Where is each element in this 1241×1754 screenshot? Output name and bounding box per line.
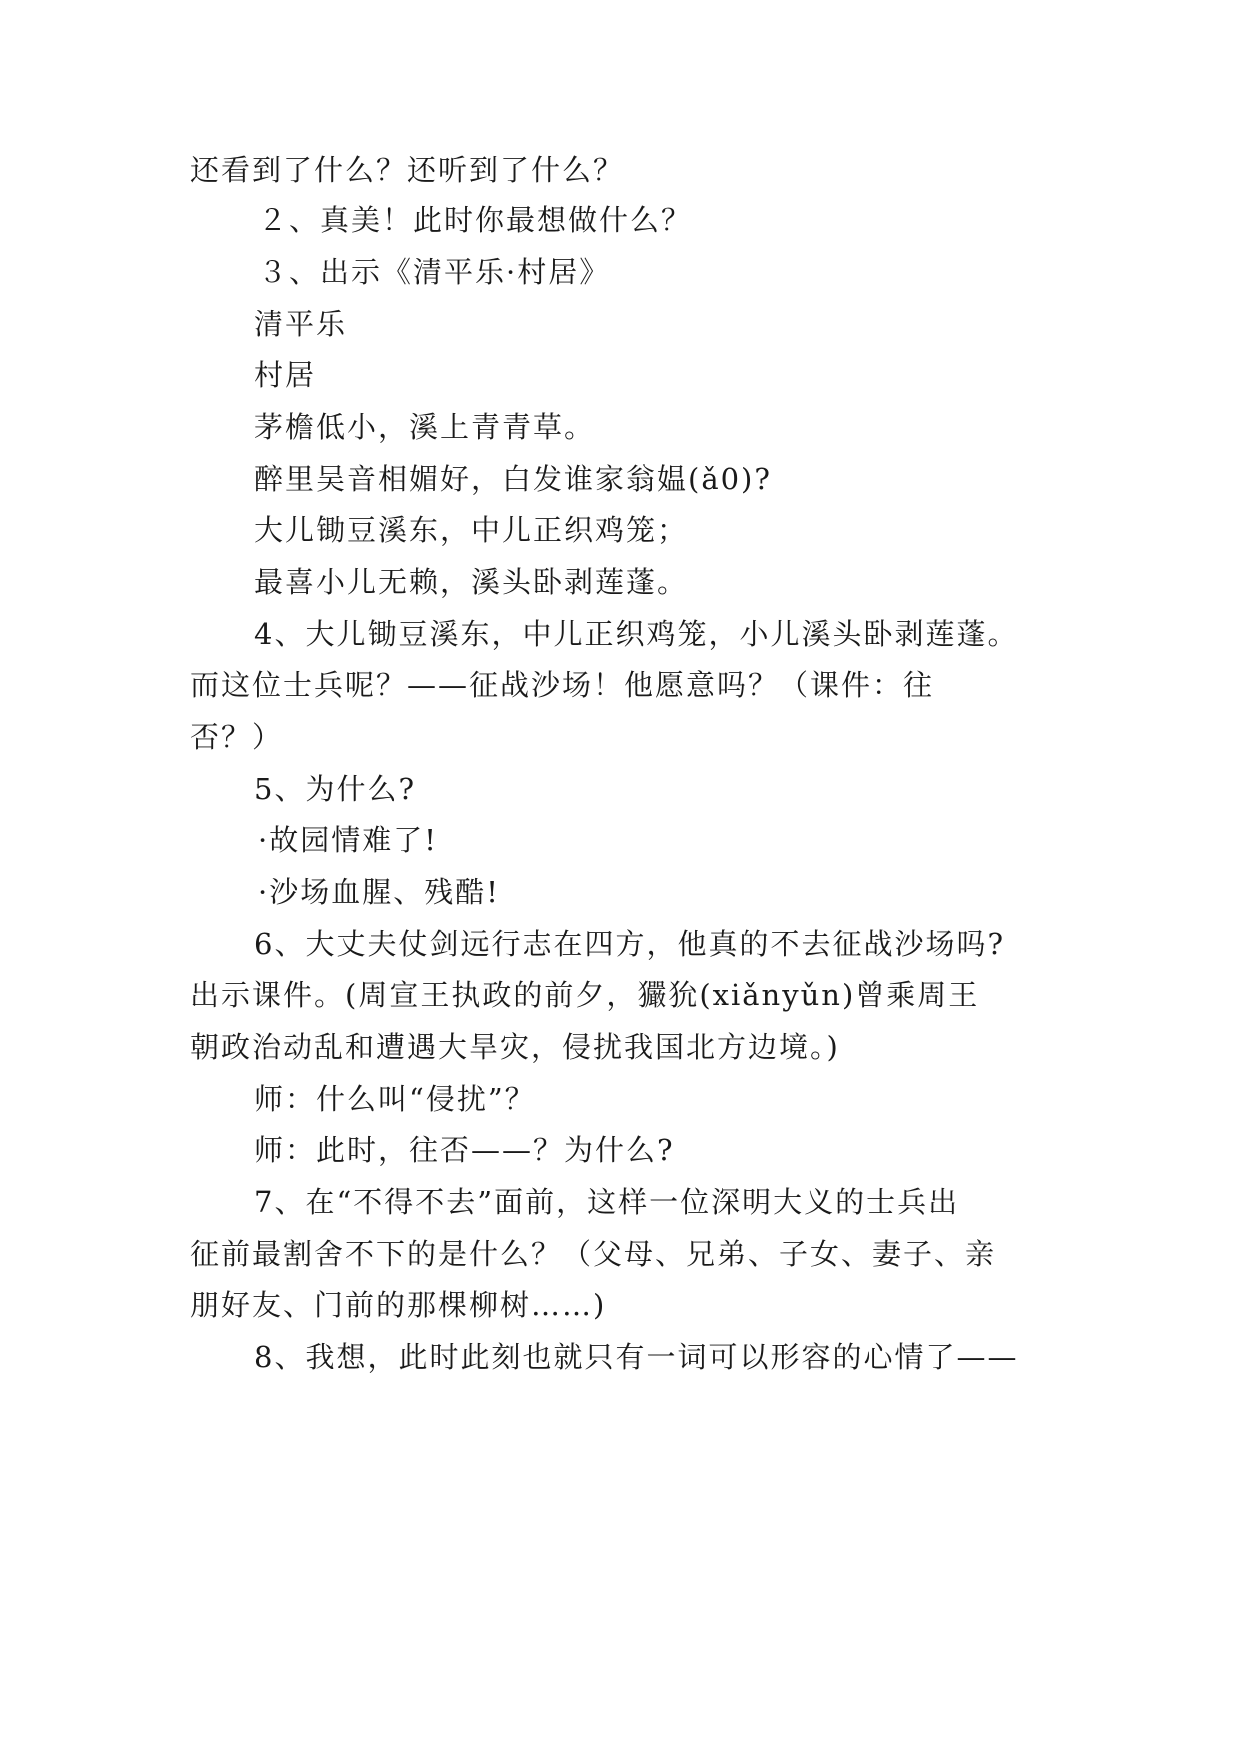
text-line-11: 而这位士兵呢？——征战沙场！他愿意吗？（课件：往: [190, 668, 935, 702]
text-line-21: 7、在“不得不去”面前，这样一位深明大义的士兵出: [254, 1185, 960, 1219]
text-line-10: 4、大儿锄豆溪东，中儿正织鸡笼，小儿溪头卧剥莲蓬。: [254, 617, 1019, 651]
text-line-17: 出示课件。(周宣王执政的前夕，玁狁(xiǎnyǔn)曾乘周王: [190, 978, 980, 1012]
text-line-9: 最喜小儿无赖，溪头卧剥莲蓬。: [254, 565, 689, 599]
text-line-20: 师：此时，往否——？为什么?: [254, 1133, 675, 1167]
text-line-13: 5、为什么?: [254, 772, 416, 806]
text-line-3: ３、出示《清平乐·村居》: [258, 255, 611, 289]
text-line-12: 否？）: [190, 720, 284, 754]
text-line-2: ２、真美！此时你最想做什么？: [258, 203, 693, 237]
text-line-15: ·沙场血腥、残酷!: [258, 875, 500, 909]
text-line-8: 大儿锄豆溪东，中儿正织鸡笼；: [254, 513, 689, 547]
text-line-19: 师：什么叫“侵扰”？: [254, 1082, 536, 1116]
text-line-18: 朝政治动乱和遭遇大旱灾，侵扰我国北方边境。): [190, 1030, 840, 1064]
text-line-6: 茅檐低小，溪上青青草。: [254, 410, 596, 444]
text-line-1: 还看到了什么？还听到了什么？: [190, 153, 625, 187]
text-line-24: 8、我想，此时此刻也就只有一词可以形容的心情了——: [254, 1340, 1019, 1374]
text-line-14: ·故园情难了!: [258, 823, 438, 857]
text-line-5: 村居: [254, 358, 317, 392]
text-line-22: 征前最割舍不下的是什么？（父母、兄弟、子女、妻子、亲: [190, 1237, 997, 1271]
text-line-23: 朋好友、门前的那棵柳树……): [190, 1288, 607, 1322]
text-line-7: 醉里吴音相媚好，白发谁家翁媪(ǎ0)?: [254, 462, 772, 496]
text-line-4: 清平乐: [254, 307, 348, 341]
text-line-16: 6、大丈夫仗剑远行志在四方，他真的不去征战沙场吗?: [254, 927, 1005, 961]
